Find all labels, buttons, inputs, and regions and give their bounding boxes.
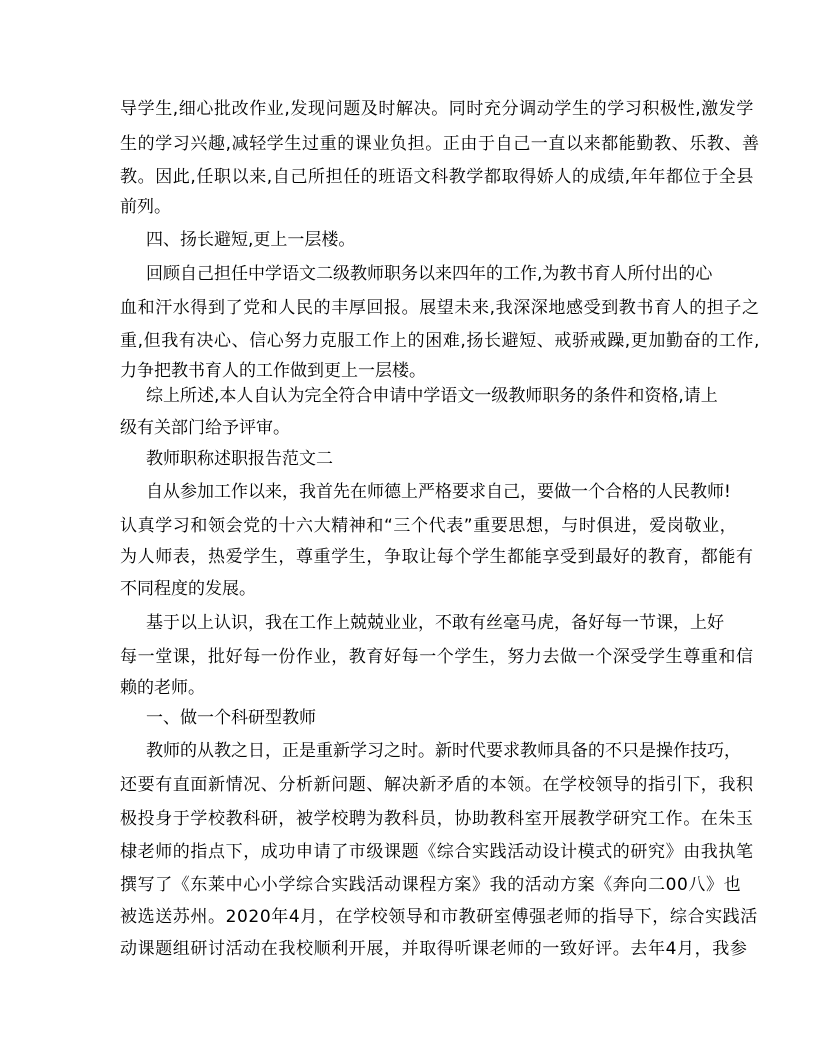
paragraph-line: 每一堂课，批好每一份作业，教育好每一个学生，努力去做一个深受学生尊重和信	[120, 647, 754, 667]
paragraph-line: 认真学习和领会党的十六大精神和“三个代表”重要思想，与时俱进，爱岗敬业，	[120, 516, 738, 536]
paragraph-line: 教。因此,任职以来,自己所担任的班语文科教学都取得娇人的成绩,年年都位于全县	[120, 167, 755, 187]
paragraph-line: 教师的从教之日，正是重新学习之时。新时代要求教师具备的不只是操作技巧，	[146, 741, 741, 761]
paragraph-line: 血和汗水得到了党和人民的丰厚回报。展望未来,我深深地感受到教书育人的担子之	[120, 298, 760, 318]
paragraph-line: 综上所述,本人自认为完全符合申请中学语文一级教师职务的条件和资格,请上	[146, 386, 718, 406]
section-heading: 四、扬长避短,更上一层楼。	[146, 230, 356, 250]
paragraph-line: 自从参加工作以来，我首先在师德上严格要求自己，要做一个合格的人民教师!	[146, 482, 731, 502]
paragraph-line: 赖的老师。	[120, 678, 205, 698]
paragraph-line: 回顾自己担任中学语文二级教师职务以来四年的工作,为教书育人所付出的心	[146, 264, 713, 284]
section-heading: 一、做一个科研型教师	[146, 708, 316, 728]
paragraph-line: 极投身于学校教科研，被学校聘为教科员，协助教科室开展教学研究工作。在朱玉	[120, 809, 754, 829]
paragraph-line: 级有关部门给予评审。	[120, 418, 290, 438]
paragraph-line: 撰写了《东莱中心小学综合实践活动课程方案》我的活动方案《奔向二00八》也	[120, 875, 742, 895]
paragraph-line: 不同程度的发展。	[120, 579, 256, 599]
paragraph-line: 还要有直面新情况、分析新问题、解决新矛盾的本领。在学校领导的指引下，我积	[120, 775, 754, 795]
paragraph-line: 基于以上认识，我在工作上兢兢业业，不敢有丝毫马虎，备好每一节课，上好	[146, 613, 724, 633]
paragraph-line: 力争把教书育人的工作做到更上一层楼。	[120, 361, 426, 381]
paragraph-line: 为人师表，热爱学生，尊重学生，争取让每个学生都能享受到最好的教育，都能有	[120, 547, 754, 567]
paragraph-line: 导学生,细心批改作业,发现问题及时解决。同时充分调动学生的学习积极性,激发学	[120, 99, 755, 119]
paragraph-line: 生的学习兴趣,减轻学生过重的课业负担。正由于自己一直以来都能勤教、乐教、善	[120, 134, 760, 154]
paragraph-line: 重,但我有决心、信心努力克服工作上的困难,扬长避短、戒骄戒躁,更加勤奋的工作,	[120, 331, 761, 351]
paragraph-line: 动课题组研讨活动在我校顺利开展，并取得听课老师的一致好评。去年4月，我参	[120, 939, 748, 959]
paragraph-line: 棣老师的指点下，成功申请了市级课题《综合实践活动设计模式的研究》由我执笔	[120, 842, 754, 862]
paragraph-line: 前列。	[120, 197, 171, 217]
section-title: 教师职称述职报告范文二	[146, 449, 333, 469]
paragraph-line: 被选送苏州。2020年4月，在学校领导和市教研室傅强老师的指导下，综合实践活	[120, 907, 758, 927]
